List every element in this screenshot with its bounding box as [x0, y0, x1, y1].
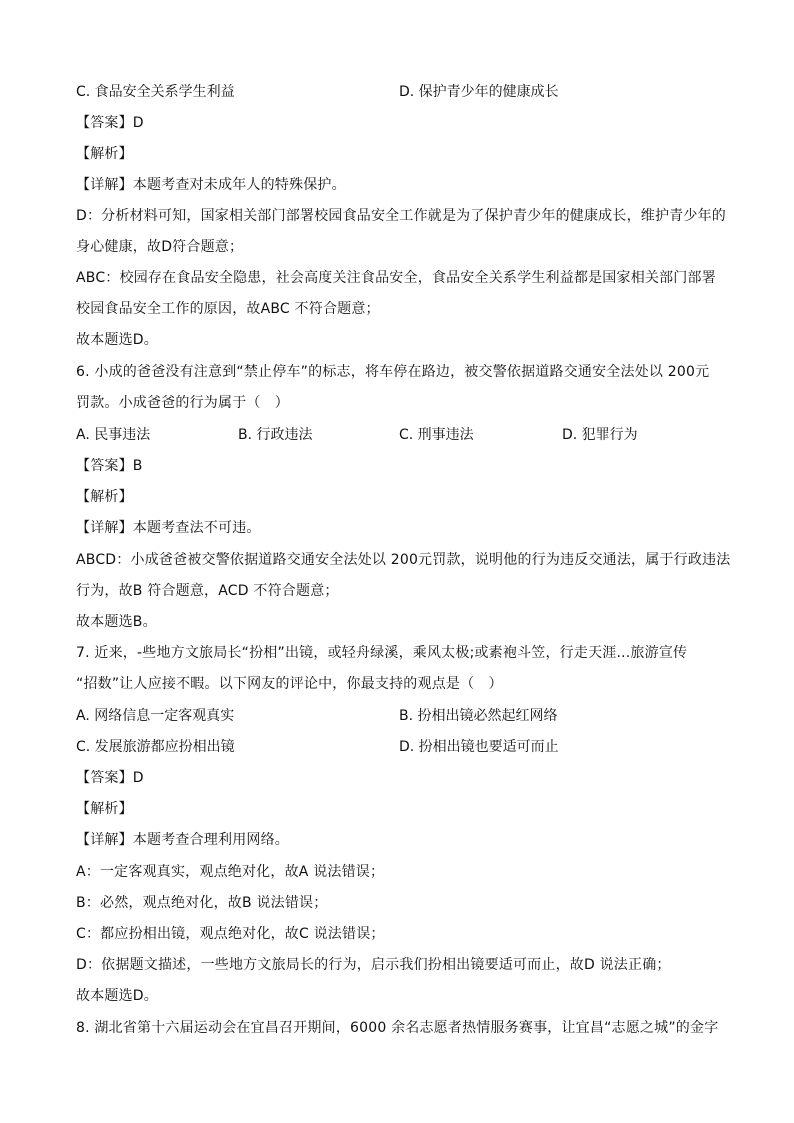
q6-stem-line1: 6. 小成的爸爸没有注意到“禁止停车”的标志，将车停在路边，被交警依据道路交通安全法处以 200元 — [76, 364, 710, 380]
q5-option-c: C. 食品安全关系学生利益 — [76, 84, 235, 100]
q6-abcd-explanation-line1: ABCD：小成爸爸被交警依据道路交通安全法处以 200元罚款，说明他的行为违反交通法，属于行政违法 — [76, 552, 731, 568]
q7-option-c: C. 发展旅游都应扮相出镜 — [76, 739, 235, 755]
q7-detail: 【详解】本题考查合理利用网络。 — [76, 832, 289, 848]
q7-option-b: B. 扮相出镜必然起红网络 — [399, 708, 558, 724]
q7-option-d: D. 扮相出镜也要适可而止 — [399, 739, 559, 755]
q6-stem-line2: 罚款。小成爸爸的行为属于（ ） — [76, 395, 289, 411]
q5-detail: 【详解】本题考查对未成年人的特殊保护。 — [76, 177, 346, 193]
q7-conclusion: 故本题选D。 — [76, 988, 158, 1004]
q7-stem-line1: 7. 近来，-些地方文旅局长“扮相”出镜，或轻舟绿溪，乘风太极;或素袍斗笠，行走天涯...旅游宣传 — [76, 645, 688, 661]
q6-option-d: D. 犯罪行为 — [562, 427, 638, 443]
q6-detail: 【详解】本题考查法不可违。 — [76, 520, 261, 536]
q6-analysis-heading: 【解析】 — [76, 489, 133, 505]
q5-analysis-heading: 【解析】 — [76, 146, 133, 162]
q6-option-a: A. 民事违法 — [76, 427, 151, 443]
q7-a-explanation: A：一定客观真实，观点绝对化，故A 说法错误； — [76, 864, 385, 880]
q7-analysis-heading: 【解析】 — [76, 801, 133, 817]
q7-c-explanation: C：都应扮相出镜，观点绝对化，故C 说法错误； — [76, 926, 385, 942]
q6-conclusion: 故本题选B。 — [76, 614, 157, 630]
q6-option-c: C. 刑事违法 — [399, 427, 474, 443]
q5-option-d: D. 保护青少年的健康成长 — [399, 84, 559, 100]
q6-answer: 【答案】B — [76, 458, 143, 474]
q6-option-b: B. 行政违法 — [238, 427, 313, 443]
q7-d-explanation: D：依据题文描述，一些地方文旅局长的行为，启示我们扮相出镜要适可而止，故D 说法正确； — [76, 957, 671, 973]
q5-answer: 【答案】D — [76, 115, 144, 131]
q7-stem-line2: “招数”让人应接不暇。以下网友的评论中，你最支持的观点是（ ） — [76, 676, 503, 692]
q5-abc-explanation-line2: 校园食品安全工作的原因，故ABC 不符合题意； — [76, 301, 380, 317]
q7-option-a: A. 网络信息一定客观真实 — [76, 708, 235, 724]
q5-conclusion: 故本题选D。 — [76, 332, 158, 348]
q8-stem-line1: 8. 湖北省第十六届运动会在宜昌召开期间，6000 余名志愿者热情服务赛事，让宜昌“志愿之城”的金字 — [76, 1020, 719, 1036]
q7-answer: 【答案】D — [76, 770, 144, 786]
q6-abcd-explanation-line2: 行为，故B 符合题意，ACD 不符合题意； — [76, 583, 339, 599]
q5-d-explanation-line1: D：分析材料可知，国家相关部门部署校园食品安全工作就是为了保护青少年的健康成长，维护青少年的 — [76, 208, 726, 224]
q5-abc-explanation-line1: ABC：校园存在食品安全隐患，社会高度关注食品安全，食品安全关系学生利益都是国家相关部门部署 — [76, 270, 716, 286]
q7-b-explanation: B：必然，观点绝对化，故B 说法错误； — [76, 895, 328, 911]
q5-d-explanation-line2: 身心健康，故D符合题意； — [76, 239, 244, 255]
